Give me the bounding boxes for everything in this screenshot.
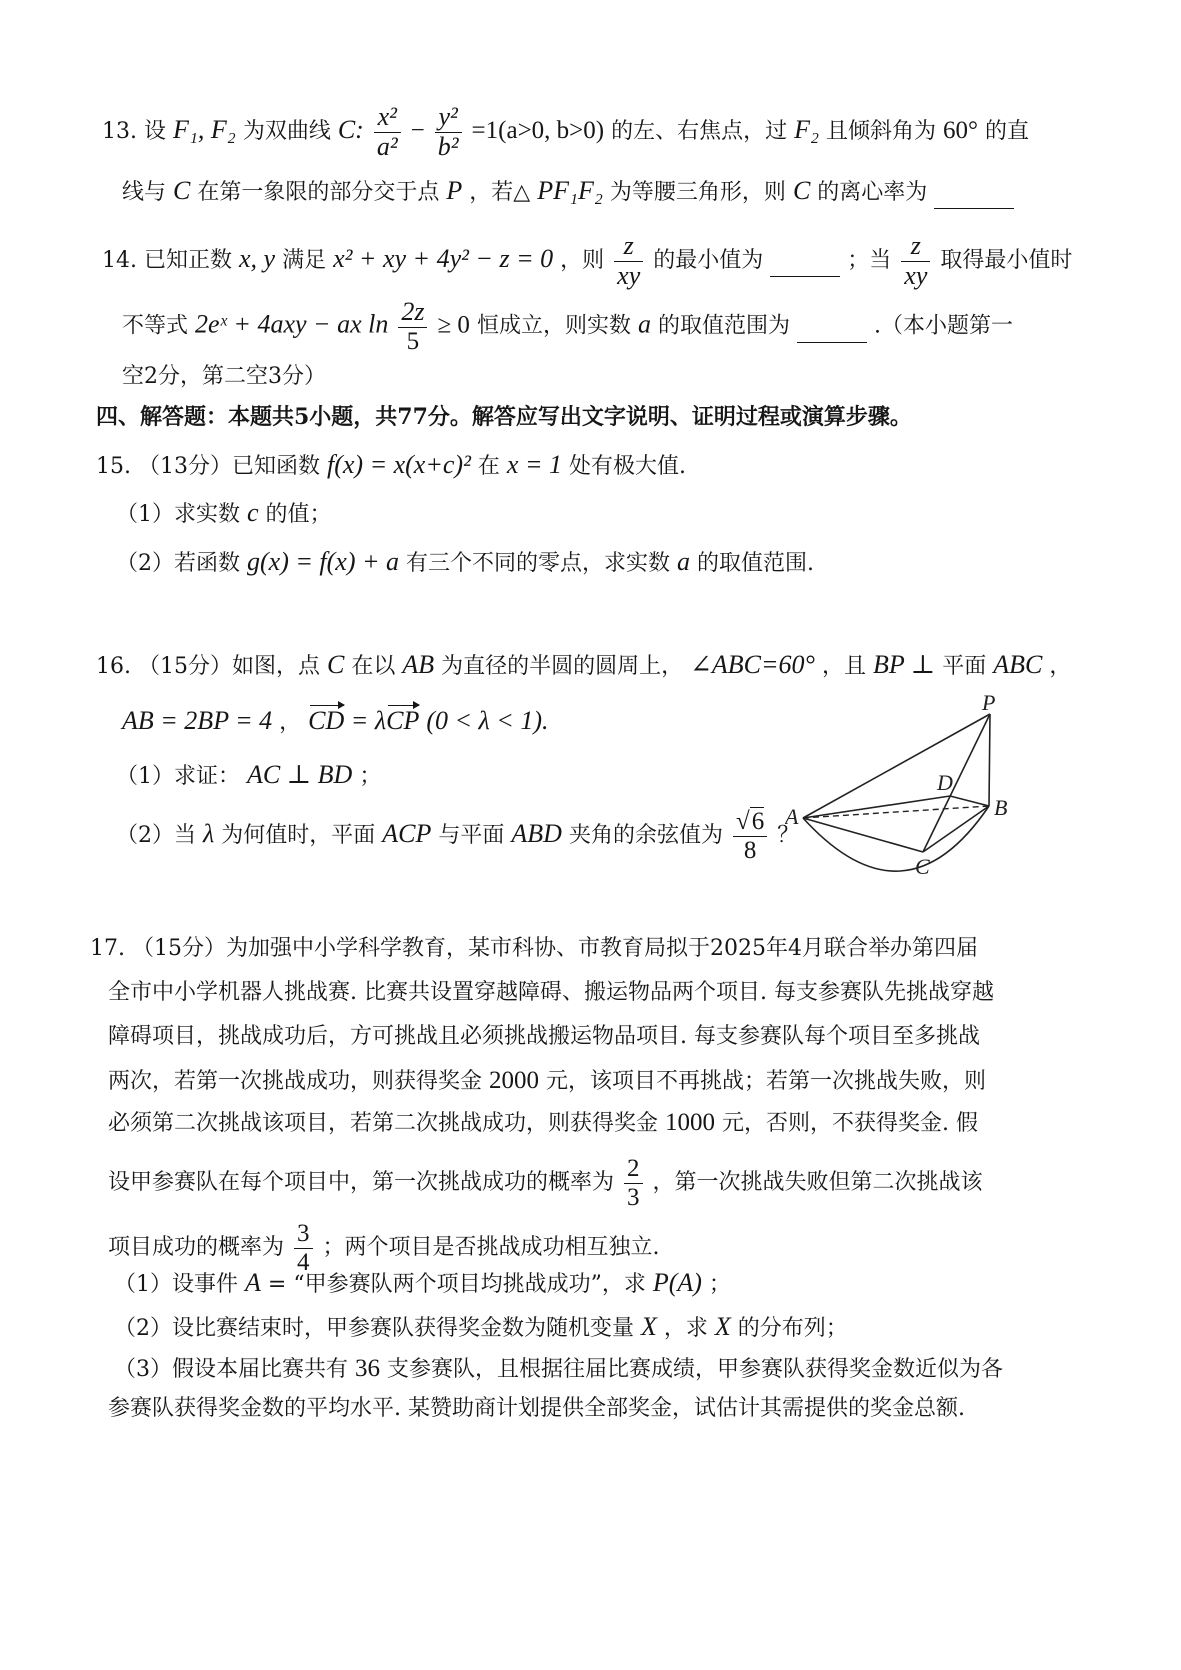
q16-c: C xyxy=(326,650,345,679)
q17-x: X xyxy=(641,1312,657,1341)
edge-bd xyxy=(950,796,989,806)
q13-triangle: PF₁F₂ xyxy=(537,176,603,205)
q13-fraction-x xyxy=(374,103,401,161)
q14-vars: x, y xyxy=(238,244,276,274)
q13-curve-name: C: xyxy=(337,115,364,145)
label-c: C xyxy=(915,854,930,879)
q15-text: 15. （13分）已知函数 xyxy=(96,454,320,479)
q17-line-2: 全市中小学机器人挑战赛. 比赛共设置穿越障碍、搬运物品两个项目. 每支参赛队先挑战穿越 xyxy=(108,980,994,1005)
q14-line-3: 空2分，第二空3分） xyxy=(122,364,326,389)
q15-text: 的取值范围. xyxy=(697,551,815,576)
q13-text: 线与 xyxy=(122,180,167,205)
label-p: P xyxy=(982,690,996,715)
q16-length-eq: AB = 2BP = 4 xyxy=(122,706,273,735)
q15-g-function: g(x) = f(x) + a xyxy=(247,547,400,576)
label-d: D xyxy=(937,770,953,795)
q17-text: 两次，若第一次挑战成功，则获得奖金 xyxy=(108,1069,483,1094)
q15-text: 的值； xyxy=(265,502,332,527)
q15-c: c xyxy=(247,498,259,527)
q16-text: ，且 xyxy=(821,654,866,679)
q17-text: ，求 xyxy=(663,1316,708,1341)
q13-text: 为双曲线 xyxy=(242,119,331,145)
q17-text: ，第一次挑战失败但第二次挑战该 xyxy=(652,1170,983,1195)
q15-text: 处有极大值. xyxy=(569,454,686,479)
q17-text: ；两个项目是否挑战成功相互独立. xyxy=(322,1235,660,1260)
q16-text: ； xyxy=(359,764,382,789)
q13-x2: x² xyxy=(374,103,401,133)
q16-text: （2）当 xyxy=(116,823,196,848)
q17-line-5 xyxy=(108,1110,978,1135)
q14-5: 5 xyxy=(406,327,420,355)
label-a: A xyxy=(785,804,799,829)
q16-text: （1）求证： xyxy=(116,764,240,789)
q14-text: 恒成立，则实数 xyxy=(476,313,631,339)
q17-text: 支参赛队，且根据往届比赛成绩，甲参赛队获得奖金数近似为各 xyxy=(387,1357,1004,1382)
q16-text: ， xyxy=(1049,654,1072,679)
q14-text: 14. 已知正数 xyxy=(102,248,232,274)
q16-bp-perp: BP ⊥ xyxy=(872,650,936,679)
q17-fraction-3-4 xyxy=(294,1220,313,1276)
q14-inequality-left: 2eˣ + 4axy − ax ln xyxy=(195,309,389,339)
q17-text: ； xyxy=(708,1272,731,1297)
q14-text: .（本小题第一 xyxy=(873,313,1013,339)
q13-fraction-y xyxy=(435,103,462,161)
q16-eq-lambda: = λ xyxy=(344,706,387,735)
q13-foci: F₁, F₂ xyxy=(172,115,236,145)
q15-a: a xyxy=(677,547,691,576)
q15-function: f(x) = x(x+c)² xyxy=(326,450,471,479)
q17-4: 4 xyxy=(297,1248,310,1276)
semicircle-arc xyxy=(803,806,989,871)
q13-y2: y² xyxy=(435,103,462,133)
q17-part-1 xyxy=(114,1270,731,1296)
q13-c: C xyxy=(173,176,191,205)
q17-2: 2 xyxy=(624,1155,643,1184)
q17-line-7 xyxy=(108,1220,660,1276)
q14-text: 取得最小值时 xyxy=(940,248,1073,274)
answer-blank-14b[interactable] xyxy=(797,320,867,343)
q17-amount-1000: 1000 xyxy=(665,1109,716,1136)
q14-text: 不等式 xyxy=(122,313,189,339)
q13-a2: a² xyxy=(376,131,398,161)
q17-text: = “甲参赛队两个项目均挑战成功”，求 xyxy=(267,1272,646,1297)
q16-text: ？ xyxy=(777,823,800,848)
q17-part-3-line-2: 参赛队获得奖金数的平均水平. 某赞助商计划提供全部奖金，试估计其需提供的奖金总额. xyxy=(108,1396,965,1421)
q17-text: 的分布列； xyxy=(737,1316,848,1341)
q16-abc: ABC xyxy=(993,650,1043,679)
q16-abd: ABD xyxy=(511,819,562,848)
q13-text: 为等腰三角形，则 xyxy=(609,180,786,205)
q14-a: a xyxy=(637,309,651,339)
q16-fraction-cos xyxy=(733,808,767,864)
q17-line-1: 17. （15分）为加强中小学科学教育，某市科协、市教育局拟于2025年4月联合举办第四届 xyxy=(90,936,978,961)
q13-text: 的左、右焦点，过 xyxy=(611,119,788,145)
q17-3: 3 xyxy=(627,1183,640,1211)
q16-lambda: λ xyxy=(203,819,215,848)
q13-text: 13. 设 xyxy=(102,119,166,145)
q17-text: 必须第二次挑战该项目，若第二次挑战成功，则获得奖金 xyxy=(108,1111,659,1136)
q16-text: 为何值时，平面 xyxy=(221,823,376,848)
q13-minus: − xyxy=(410,117,425,145)
q13-c: C xyxy=(792,176,811,205)
q16-acp: ACP xyxy=(382,819,432,848)
edge-ap xyxy=(803,714,990,818)
section-heading: 四、解答题：本题共5小题，共77分。解答应写出文字说明、证明过程或演算步骤。 xyxy=(96,404,912,430)
q16-part-2 xyxy=(116,808,799,864)
q13-point-p: P xyxy=(446,176,463,205)
q17-line-3: 障碍项目，挑战成功后，方可挑战且必须挑战搬运物品项目. 每支参赛队每个项目至多挑战 xyxy=(108,1024,980,1049)
q16-sqrt6: √6 xyxy=(733,808,767,837)
q15-heading xyxy=(96,452,686,478)
q17-line-6 xyxy=(108,1155,983,1211)
q14-z: z xyxy=(901,232,930,262)
edge-pb xyxy=(989,714,990,806)
q16-ab: AB xyxy=(402,650,435,679)
q16-text: 为直径的半圆的圆周上， xyxy=(441,654,684,679)
answer-blank-13[interactable] xyxy=(934,186,1014,209)
q16-angle: ∠ABC=60° xyxy=(690,650,815,679)
q15-part-1 xyxy=(116,500,332,526)
q16-text: ， xyxy=(279,710,302,735)
q17-text: （1）设事件 xyxy=(114,1272,238,1297)
q15-text: （2）若函数 xyxy=(116,551,240,576)
q16-radicand: 6 xyxy=(751,808,765,835)
q14-line-1 xyxy=(102,232,1072,290)
q13-condition: =1(a>0, b>0) xyxy=(471,117,605,145)
q13-text: 的直 xyxy=(985,119,1030,145)
q13-f2: F₂ xyxy=(794,115,820,145)
q14-text: 的最小值为 xyxy=(653,248,764,274)
answer-blank-14a[interactable] xyxy=(770,254,840,277)
q17-text: 元，否则，不获得奖金. 假 xyxy=(722,1111,979,1136)
q16-text: 夹角的余弦值为 xyxy=(568,823,723,848)
q16-8: 8 xyxy=(743,836,757,864)
q17-fraction-2-3 xyxy=(624,1155,643,1211)
q15-part-2 xyxy=(116,549,814,575)
q14-xy: xy xyxy=(904,260,928,290)
q14-2z: 2z xyxy=(398,298,427,328)
q17-x: X xyxy=(714,1312,731,1341)
q17-text: （2）设比赛结束时，甲参赛队获得奖金数为随机变量 xyxy=(114,1316,634,1341)
edge-pc xyxy=(923,714,990,852)
q16-lambda-range: (0 < λ < 1). xyxy=(426,706,549,735)
q14-text: ，则 xyxy=(560,248,605,274)
q14-text: 的取值范围为 xyxy=(657,313,790,339)
q13-text: 的离心率为 xyxy=(817,180,928,205)
q13-text: 且倾斜角为 xyxy=(826,119,937,145)
q17-text: 设甲参赛队在每个项目中，第一次挑战成功的概率为 xyxy=(108,1170,615,1195)
q16-vector-cd: CD xyxy=(308,706,345,735)
q16-text: 16. （15分）如图，点 xyxy=(96,654,320,679)
q16-part-1 xyxy=(116,762,381,788)
q14-xy: xy xyxy=(617,260,641,290)
q14-fraction-z-xy xyxy=(614,232,643,290)
q15-x-value: x = 1 xyxy=(506,450,562,479)
edge-ad xyxy=(803,796,950,818)
q17-part-2 xyxy=(114,1314,848,1340)
q17-3: 3 xyxy=(294,1220,313,1249)
q17-line-4 xyxy=(108,1068,986,1093)
q14-inequality-right: ≥ 0 xyxy=(437,311,470,339)
q17-part-3 xyxy=(114,1356,1003,1381)
q17-event-a: A xyxy=(245,1268,261,1297)
q14-equation: x² + xy + 4y² − z = 0 xyxy=(333,244,554,274)
q16-text: 平面 xyxy=(942,654,987,679)
q13-line-1 xyxy=(102,103,1029,161)
q17-text: 项目成功的概率为 xyxy=(108,1235,285,1260)
q17-teams: 36 xyxy=(355,1355,380,1382)
q13-text: 在第一象限的部分交于点 xyxy=(197,180,440,205)
q13-angle: 60° xyxy=(943,117,979,145)
q16-heading xyxy=(96,652,1071,678)
q14-line-2 xyxy=(122,298,1013,355)
q16-text: 与平面 xyxy=(438,823,505,848)
q13-line-2 xyxy=(122,178,1014,209)
geometry-figure xyxy=(785,690,1025,880)
label-b: B xyxy=(994,795,1008,820)
q14-fraction-2z-5 xyxy=(398,298,427,355)
q14-z: z xyxy=(614,232,643,262)
q16-perp: AC ⊥ BD xyxy=(247,760,353,789)
q15-text: （1）求实数 xyxy=(116,502,240,527)
q15-text: 在 xyxy=(477,454,500,479)
q14-text: 满足 xyxy=(282,248,327,274)
q14-fraction-z-xy-2 xyxy=(901,232,930,290)
q17-text: 元，该项目不再挑战；若第一次挑战失败，则 xyxy=(546,1069,987,1094)
q15-text: 有三个不同的零点，求实数 xyxy=(406,551,671,576)
q17-text: （3）假设本届比赛共有 xyxy=(114,1357,348,1382)
q17-pa: P(A) xyxy=(652,1268,702,1297)
q17-amount-2000: 2000 xyxy=(489,1067,540,1094)
q13-b2: b² xyxy=(437,131,459,161)
q16-text: 在以 xyxy=(351,654,396,679)
q16-line-2 xyxy=(122,708,549,734)
q13-text: ，若△ xyxy=(469,180,531,205)
diameter-ab xyxy=(803,806,989,818)
q16-vector-cp: CP xyxy=(386,706,420,735)
q14-text: ；当 xyxy=(847,248,892,274)
